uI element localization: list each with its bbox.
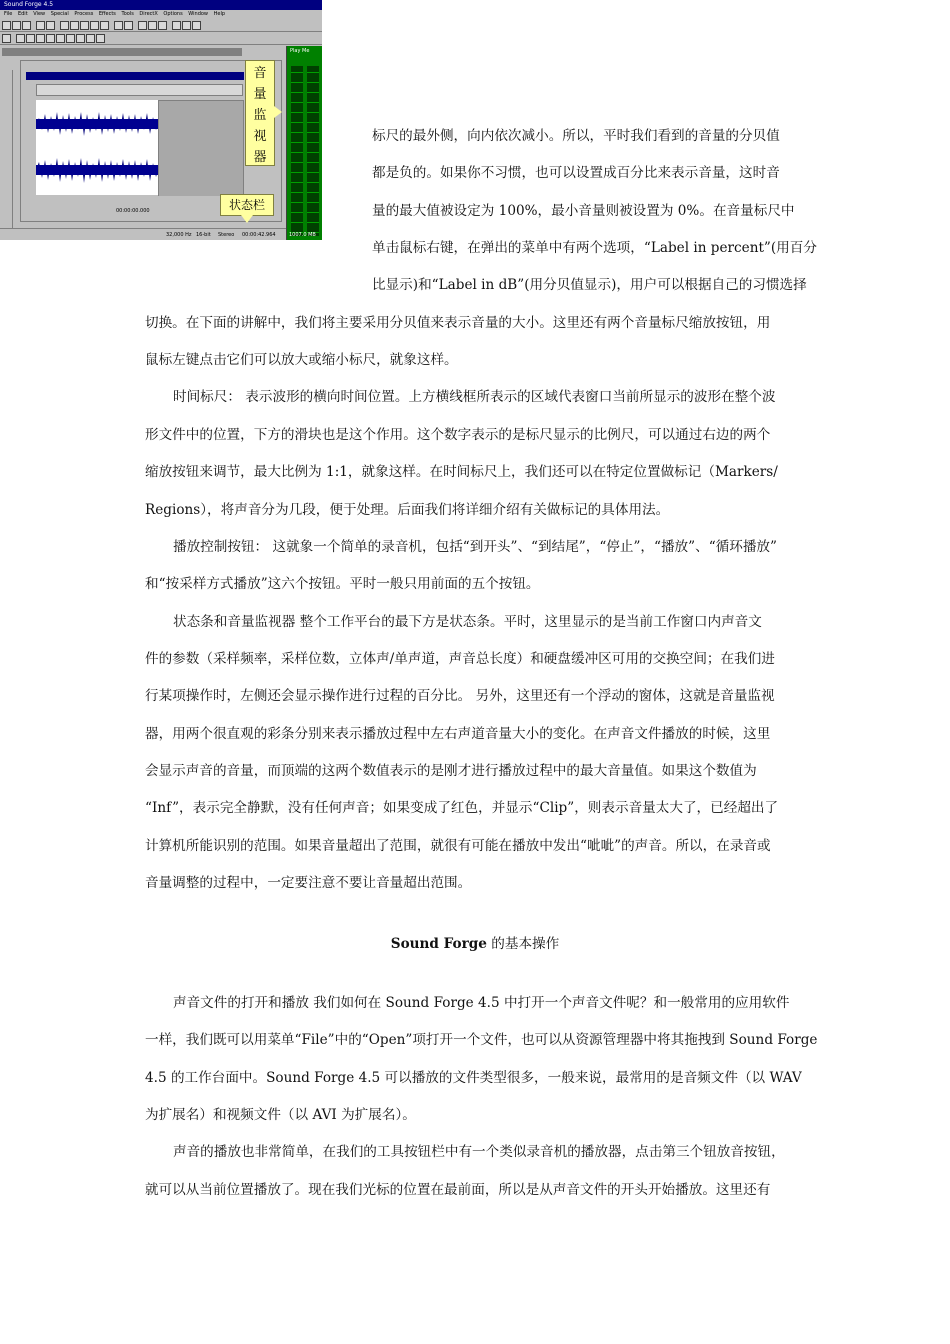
meter-segment (291, 192, 303, 193)
menu-special: Special (50, 11, 69, 17)
text-line: 比显示)和“Label in dB”(用分贝值显示)，用户可以根据自己的习惯选择 (372, 277, 807, 293)
text-line: 声音文件的打开和播放 我们如何在 Sound Forge 4.5 中打开一个声音文件呢？和一般常用的应用软件 (173, 995, 790, 1011)
status-length: 00:00:42.964 (242, 232, 276, 238)
meter-segment (291, 212, 303, 213)
status-bit-depth: 16-bit (196, 232, 211, 238)
text-line: Regions），将声音分为几段，便于处理。后面我们将详细介绍有关做标记的具体用法。 (145, 502, 670, 518)
meter-segment (307, 122, 319, 123)
meter-segment (291, 162, 303, 163)
data-window-bottom-bar (26, 196, 242, 220)
menu-view: View (33, 11, 46, 17)
meter-segment (291, 152, 303, 153)
meter-segment (307, 182, 319, 183)
section-heading (0, 934, 950, 954)
text-line: 状态条和音量监视器 整个工作平台的最下方是状态条。平时，这里显示的是当前工作窗口内声音文 (173, 614, 762, 630)
waveform-area (36, 100, 158, 195)
menu-file: File (4, 11, 13, 17)
callout-arrow (241, 215, 253, 223)
meter-segment (307, 132, 319, 133)
menu-edit: Edit (17, 11, 28, 17)
text-line: 计算机所能识别的范围。如果音量超出了范围，就很有可能在播放中发出“呲呲”的声音。所以，在录音或 (145, 838, 771, 854)
position-readout: 00:00:00.000 (116, 208, 150, 214)
outer-window-header (2, 48, 242, 56)
meter-free-space: 1007.0 MB (289, 232, 316, 238)
menu-help: Help (213, 11, 226, 17)
time-ruler (36, 84, 243, 96)
toolbar-transport (0, 32, 322, 45)
meter-segment (307, 112, 319, 113)
text-line: 就可以从当前位置播放了。现在我们光标的位置在最前面，所以是从声音文件的开头开始播放。这里还有 (145, 1182, 771, 1198)
text-line: 会显示声音的音量，而顶端的这两个数值表示的是刚才进行播放过程中的最大音量值。如果这个数值为 (145, 763, 757, 779)
menu-directx: DirectX (139, 11, 158, 17)
meter-segment (291, 172, 303, 173)
waveform-graphic (36, 100, 158, 195)
menu-bar (0, 10, 322, 19)
meter-segment (291, 92, 303, 93)
text-line: 播放控制按钮： 这就象一个简单的录音机，包括“到开头”、“到结尾”，“停止”，“播放”、“循环播放” (173, 539, 777, 555)
menu-process: Process (74, 11, 94, 17)
text-line: “Inf”，表示完全静默，没有任何声音；如果变成了红色，并显示“Clip”，则表示音量太大了，已经超出了 (145, 800, 779, 816)
text-line: 标尺的最外侧，向内依次减小。所以，平时我们看到的音量的分贝值 (372, 128, 780, 144)
menu-window: Window (188, 11, 209, 17)
volume-meter-window (286, 46, 322, 240)
meter-segment (291, 202, 303, 203)
data-window-titlebar (26, 72, 244, 80)
menu-tools: Tools (121, 11, 134, 17)
text-line: 时间标尺： 表示波形的横向时间位置。上方横线框所表示的区域代表窗口当前所显示的波形在整个波 (173, 389, 776, 405)
toolbar-standard (0, 19, 322, 32)
callout-status-bar (220, 194, 274, 216)
meter-segment (307, 202, 319, 203)
meter-segment (307, 102, 319, 103)
db-scale (26, 96, 36, 196)
text-line: 形文件中的位置，下方的滑块也是这个作用。这个数字表示的是标尺显示的比例尺，可以通过右边的两个 (145, 427, 771, 443)
meter-segment (307, 222, 319, 223)
text-line: 一样，我们既可以用菜单“File”中的“Open”项打开一个文件，也可以从资源管理器中将其拖拽到 Sound Forge (145, 1032, 818, 1048)
text-line: 件的参数（采样频率，采样位数，立体声/单声道，声音总长度）和硬盘缓冲区可用的交换空间；在我们进 (145, 651, 775, 667)
meter-segment (307, 72, 319, 73)
status-bar (0, 228, 286, 240)
meter-segment (291, 122, 303, 123)
app-titlebar (0, 0, 322, 10)
app-title: Sound Forge 4.5 (4, 1, 54, 8)
meter-segment (307, 162, 319, 163)
section-heading-rest: 的基本操作 (486, 936, 560, 952)
meter-segment (291, 182, 303, 183)
text-line: 声音的播放也非常简单，在我们的工具按钮栏中有一个类似录音机的播放器，点击第三个钮放音按钮， (173, 1144, 785, 1160)
meter-segment (291, 222, 303, 223)
callout-volume-monitor (245, 60, 275, 166)
callout-arrow (274, 106, 282, 118)
status-channels: Stereo (218, 232, 235, 238)
text-line: 行某项操作时，左侧还会显示操作进行过程的百分比。 另外，这里还有一个浮动的窗体，这就是音量监视 (145, 688, 775, 704)
text-line: 器，用两个很直观的彩条分别来表示播放过程中左右声道音量大小的变化。在声音文件播放的时候，这里 (145, 726, 771, 742)
meter-segment (307, 92, 319, 93)
meter-segment (307, 192, 319, 193)
meter-segment (307, 82, 319, 83)
meter-segment (307, 212, 319, 213)
menu-options: Options (163, 11, 183, 17)
empty-waveform-region (158, 100, 244, 197)
meter-segment (291, 112, 303, 113)
callout-volume-text: 音 量 监 视 器 (253, 66, 267, 165)
text-line: 和“按采样方式播放”这六个按钮。平时一般只用前面的五个按钮。 (145, 576, 540, 592)
text-line: 单击鼠标右键，在弹出的菜单中有两个选项，“Label in percent”(用百分 (372, 240, 817, 256)
meter-segment (291, 132, 303, 133)
meter-title: Play Me (290, 48, 310, 54)
text-line: 都是负的。如果你不习惯，也可以设置成百分比来表示音量，这时音 (372, 165, 780, 181)
text-line: 量的最大值被设定为 100%，最小音量则被设置为 0%。在音量标尺中 (372, 203, 795, 219)
meter-segment (291, 72, 303, 73)
meter-segment (307, 142, 319, 143)
section-heading-bold: Sound Forge (390, 936, 487, 952)
text-line: 音量调整的过程中，一定要注意不要让音量超出范围。 (145, 875, 472, 891)
menu-effects: Effects (98, 11, 116, 17)
callout-status-text: 状态栏 (228, 198, 265, 212)
text-line: 为扩展名）和视频文件（以 AVI 为扩展名）。 (145, 1107, 416, 1123)
left-ruler (0, 70, 13, 240)
text-line: 缩放按钮来调节，最大比例为 1:1，就象这样。在时间标尺上，我们还可以在特定位置做标记（Markers/ (145, 464, 778, 480)
meter-left-channel (291, 66, 303, 236)
meter-segment (307, 152, 319, 153)
meter-segment (307, 172, 319, 173)
text-line: 4.5 的工作台面中。Sound Forge 4.5 可以播放的文件类型很多，一般来说，最常用的是音频文件（以 WAV (145, 1070, 802, 1086)
text-line: 鼠标左键点击它们可以放大或缩小标尺，就象这样。 (145, 352, 458, 368)
status-sample-rate: 32,000 Hz (166, 232, 192, 238)
meter-segment (291, 142, 303, 143)
meter-segment (291, 82, 303, 83)
text-line: 切换。在下面的讲解中，我们将主要采用分贝值来表示音量的大小。这里还有两个音量标尺缩放按钮，用 (145, 315, 771, 331)
meter-right-channel (307, 66, 319, 236)
meter-segment (291, 102, 303, 103)
